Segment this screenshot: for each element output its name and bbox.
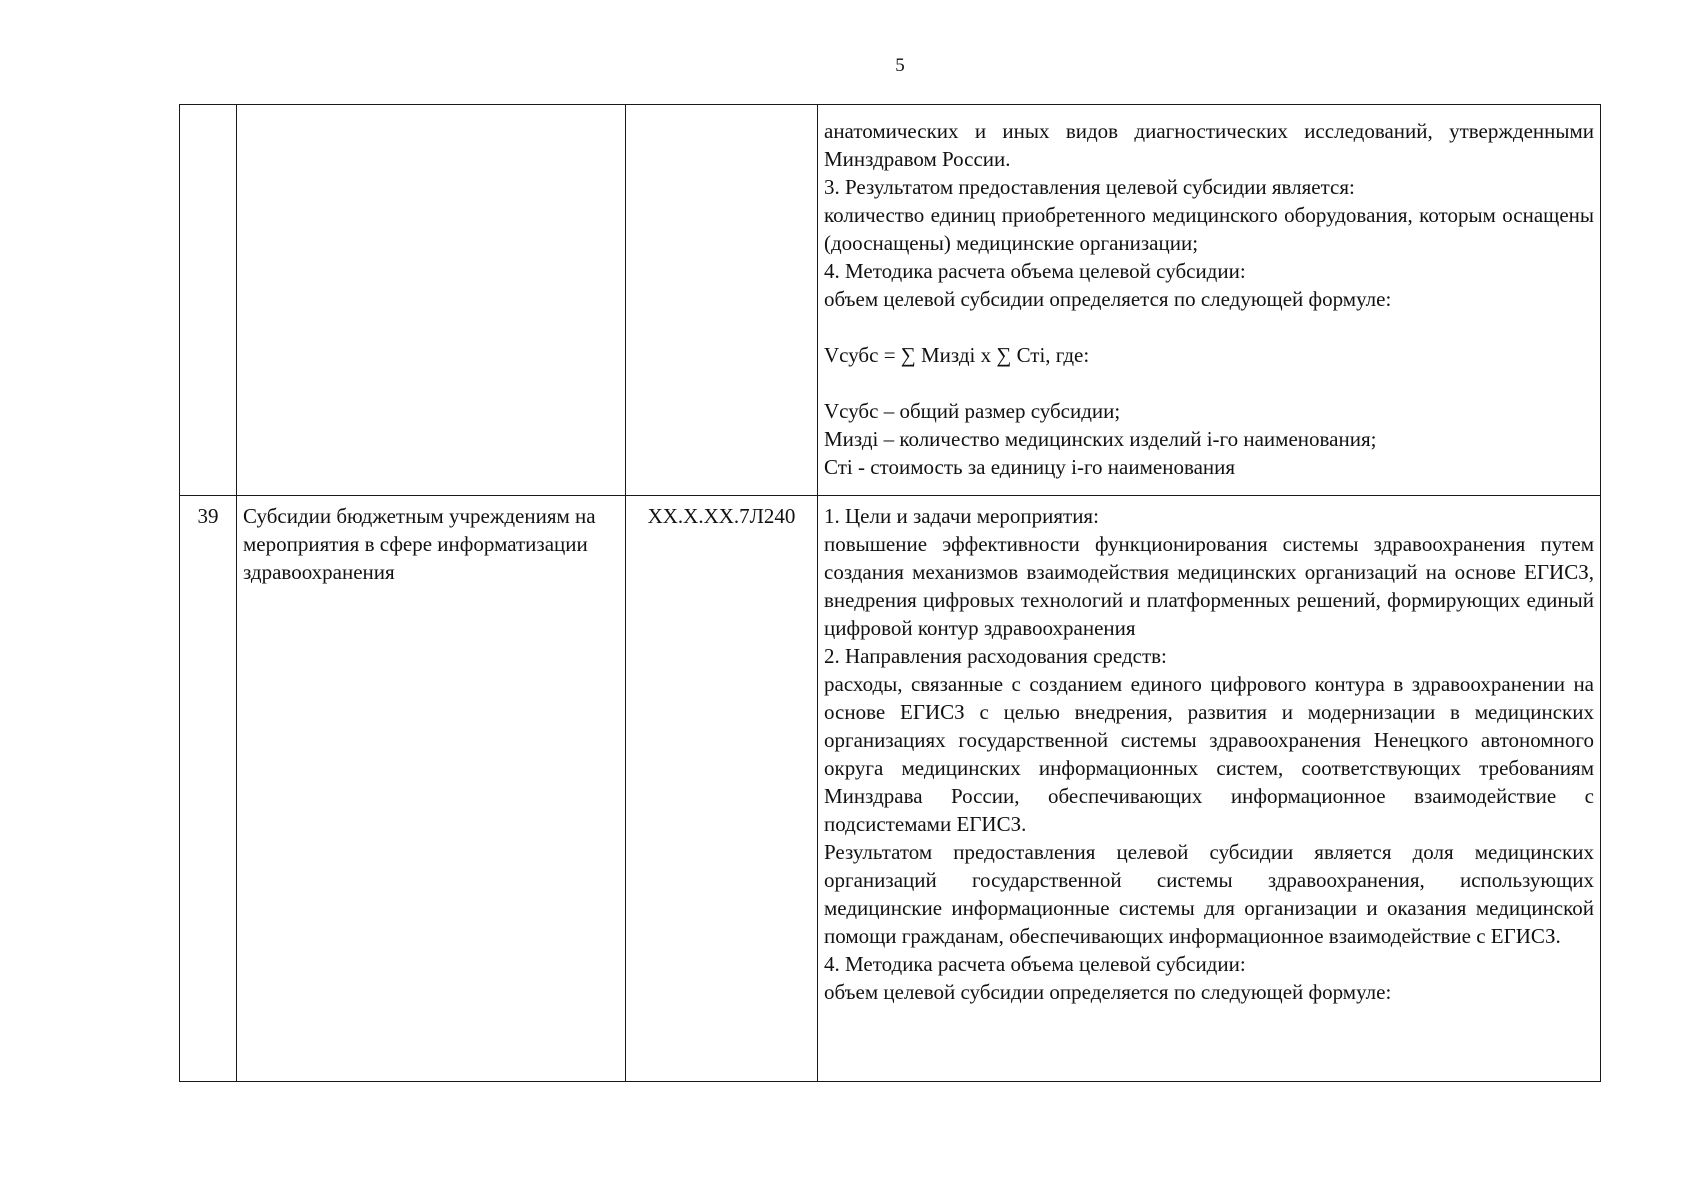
desc-paragraph: Результатом предоставления целевой субсидии является доля медицинских организаций государственной системы здравоохранения, использующих медицинские информационные системы для организации и оказания медицинской помощи гражданам, обеспечивающих информационное взаимодействие с ЕГИСЗ. [824, 840, 1594, 948]
definition: Стi - стоимость за единицу i-го наименования [824, 455, 1236, 479]
row-number-cell [180, 105, 237, 496]
row-description-cell [818, 105, 1601, 496]
desc-paragraph: расходы, связанные с созданием единого цифрового контура в здравоохранении на основе ЕГИСЗ с целью внедрения, развития и модернизации в медицинских организациях государственной системы здравоохранения Ненецкого автономного округа медицинских информационных систем, соответствующих требованиям Минздрава России, обеспечивающих информационное взаимодействие с подсистемами ЕГИСЗ. [824, 672, 1594, 836]
desc-paragraph: 4. Методика расчета объема целевой субсидии: [824, 259, 1246, 283]
table-row [180, 496, 1601, 1082]
row-name-cell [237, 105, 626, 496]
spacer [824, 369, 1594, 397]
subsidy-table [179, 104, 1601, 1082]
desc-paragraph: объем целевой субсидии определяется по следующей формуле: [824, 287, 1392, 311]
desc-paragraph: 4. Методика расчета объема целевой субсидии: [824, 952, 1246, 976]
desc-paragraph: повышение эффективности функционирования системы здравоохранения путем создания механизмов взаимодействия медицинских организаций на основе ЕГИСЗ, внедрения цифровых технологий и платформенных решений, формирующих единый цифровой контур здравоохранения [824, 532, 1594, 640]
desc-paragraph: объем целевой субсидии определяется по следующей формуле: [824, 980, 1392, 1004]
row-description-cell [818, 496, 1601, 1082]
desc-paragraph: 3. Результатом предоставления целевой субсидии является: [824, 175, 1355, 199]
row-number-cell: 39 [180, 496, 237, 1082]
desc-paragraph: количество единиц приобретенного медицинского оборудования, которым оснащены (дооснащены) медицинские организации; [824, 203, 1594, 255]
row-code-cell: XX.X.XX.7Л240 [626, 496, 818, 1082]
desc-paragraph: 2. Направления расходования средств: [824, 644, 1167, 668]
table-row [180, 105, 1601, 496]
page-number: 5 [895, 55, 905, 76]
formula: Vсубс = ∑ Миздi х ∑ Стi, где: [824, 343, 1090, 367]
definition: Vсубс – общий размер субсидии; [824, 399, 1121, 423]
desc-paragraph: 1. Цели и задачи мероприятия: [824, 504, 1099, 528]
row-code-cell [626, 105, 818, 496]
definition: Миздi – количество медицинских изделий i-го наименования; [824, 427, 1377, 451]
row-name-cell: Субсидии бюджетным учреждениям на мероприятия в сфере информатизации здравоохранения [237, 496, 626, 1082]
desc-paragraph: анатомических и иных видов диагностических исследований, утвержденными Минздравом России. [824, 119, 1594, 171]
spacer [824, 313, 1594, 341]
